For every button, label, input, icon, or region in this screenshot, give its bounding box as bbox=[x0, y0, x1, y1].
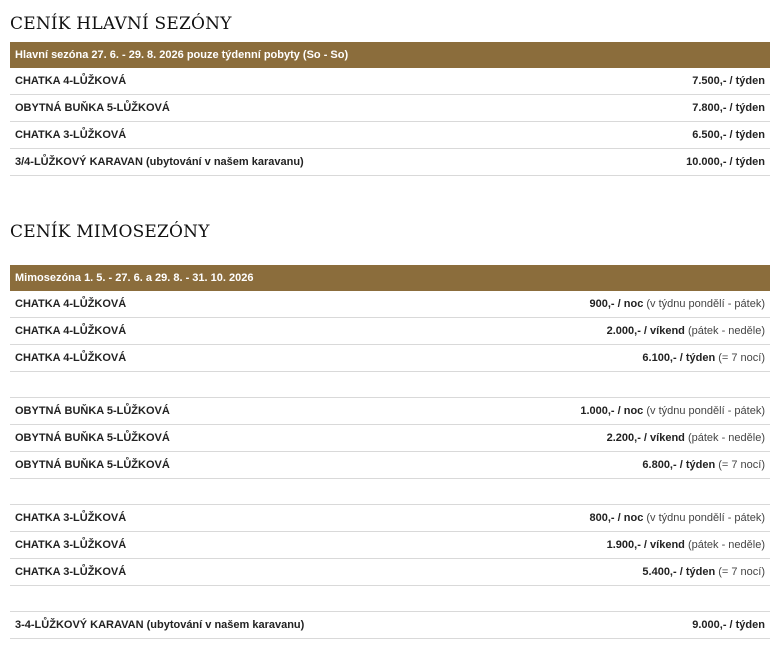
accommodation-name: CHATKA 4-LŮŽKOVÁ bbox=[10, 291, 390, 318]
price-note: (pátek - neděle) bbox=[684, 539, 765, 551]
price-value: 2.200,- / víkend bbox=[606, 432, 685, 444]
price-cell bbox=[390, 68, 770, 95]
price-row bbox=[10, 532, 770, 559]
accommodation-name: CHATKA 3-LŮŽKOVÁ bbox=[10, 559, 390, 586]
price-cell bbox=[390, 612, 770, 639]
price-value: 800,- / noc bbox=[589, 512, 644, 524]
price-value: 6.800,- / týden bbox=[642, 459, 716, 471]
price-row bbox=[10, 505, 770, 532]
main-season-price-table bbox=[10, 42, 770, 176]
price-value: 900,- / noc bbox=[589, 298, 644, 310]
price-cell bbox=[390, 345, 770, 372]
main-season-header: Hlavní sezóna 27. 6. - 29. 8. 2026 pouze týdenní pobyty (So - So) bbox=[10, 42, 770, 68]
price-value: 1.000,- / noc bbox=[580, 405, 644, 417]
price-row bbox=[10, 318, 770, 345]
price-value: 2.000,- / víkend bbox=[606, 325, 685, 337]
price-value: 9.000,- / týden bbox=[692, 619, 765, 631]
price-note: (= 7 nocí) bbox=[715, 459, 765, 471]
price-value: 10.000,- / týden bbox=[686, 156, 765, 168]
accommodation-name: 3/4-LŮŽKOVÝ KARAVAN (ubytování v našem karavanu) bbox=[10, 149, 390, 176]
price-note: (v týdnu pondělí - pátek) bbox=[643, 405, 765, 417]
price-cell bbox=[390, 318, 770, 345]
price-note: (= 7 nocí) bbox=[715, 566, 765, 578]
price-row bbox=[10, 398, 770, 425]
price-value: 6.100,- / týden bbox=[642, 352, 716, 364]
group-spacer-cell bbox=[10, 372, 770, 398]
off-season-header: Mimosezóna 1. 5. - 27. 6. a 29. 8. - 31. 10. 2026 bbox=[10, 265, 770, 291]
accommodation-name: OBYTNÁ BUŇKA 5-LŮŽKOVÁ bbox=[10, 452, 390, 479]
price-value: 5.400,- / týden bbox=[642, 566, 716, 578]
price-row bbox=[10, 149, 770, 176]
price-cell bbox=[390, 452, 770, 479]
accommodation-name: CHATKA 4-LŮŽKOVÁ bbox=[10, 318, 390, 345]
price-cell bbox=[390, 149, 770, 176]
accommodation-name: OBYTNÁ BUŇKA 5-LŮŽKOVÁ bbox=[10, 398, 390, 425]
price-note: (= 7 nocí) bbox=[715, 352, 765, 364]
price-cell bbox=[390, 559, 770, 586]
accommodation-name: OBYTNÁ BUŇKA 5-LŮŽKOVÁ bbox=[10, 425, 390, 452]
price-cell bbox=[390, 505, 770, 532]
price-note: (v týdnu pondělí - pátek) bbox=[643, 298, 765, 310]
price-row bbox=[10, 122, 770, 149]
price-cell bbox=[390, 532, 770, 559]
accommodation-name: CHATKA 4-LŮŽKOVÁ bbox=[10, 68, 390, 95]
price-row bbox=[10, 95, 770, 122]
price-value: 7.500,- / týden bbox=[692, 75, 765, 87]
accommodation-name: CHATKA 3-LŮŽKOVÁ bbox=[10, 505, 390, 532]
price-row bbox=[10, 68, 770, 95]
group-spacer bbox=[10, 479, 770, 505]
price-value: 6.500,- / týden bbox=[692, 129, 765, 141]
price-note: (v týdnu pondělí - pátek) bbox=[643, 512, 765, 524]
price-cell bbox=[390, 291, 770, 318]
price-cell bbox=[390, 398, 770, 425]
price-row bbox=[10, 452, 770, 479]
accommodation-name: CHATKA 3-LŮŽKOVÁ bbox=[10, 532, 390, 559]
price-note: (pátek - neděle) bbox=[684, 325, 765, 337]
price-note: (pátek - neděle) bbox=[684, 432, 765, 444]
price-value: 7.800,- / týden bbox=[692, 102, 765, 114]
group-spacer bbox=[10, 372, 770, 398]
price-cell bbox=[390, 122, 770, 149]
main-season-title: CENÍK HLAVNÍ SEZÓNY bbox=[10, 14, 232, 34]
accommodation-name: CHATKA 4-LŮŽKOVÁ bbox=[10, 345, 390, 372]
price-row bbox=[10, 559, 770, 586]
price-value: 1.900,- / víkend bbox=[606, 539, 685, 551]
price-row bbox=[10, 425, 770, 452]
group-spacer bbox=[10, 586, 770, 612]
group-spacer-cell bbox=[10, 586, 770, 612]
price-row bbox=[10, 291, 770, 318]
price-cell bbox=[390, 425, 770, 452]
price-row bbox=[10, 345, 770, 372]
off-season-price-table bbox=[10, 265, 770, 639]
price-row bbox=[10, 612, 770, 639]
group-spacer-cell bbox=[10, 479, 770, 505]
off-season-title: CENÍK MIMOSEZÓNY bbox=[10, 222, 210, 242]
accommodation-name: 3-4-LŮŽKOVÝ KARAVAN (ubytování v našem karavanu) bbox=[10, 612, 390, 639]
accommodation-name: OBYTNÁ BUŇKA 5-LŮŽKOVÁ bbox=[10, 95, 390, 122]
accommodation-name: CHATKA 3-LŮŽKOVÁ bbox=[10, 122, 390, 149]
price-cell bbox=[390, 95, 770, 122]
